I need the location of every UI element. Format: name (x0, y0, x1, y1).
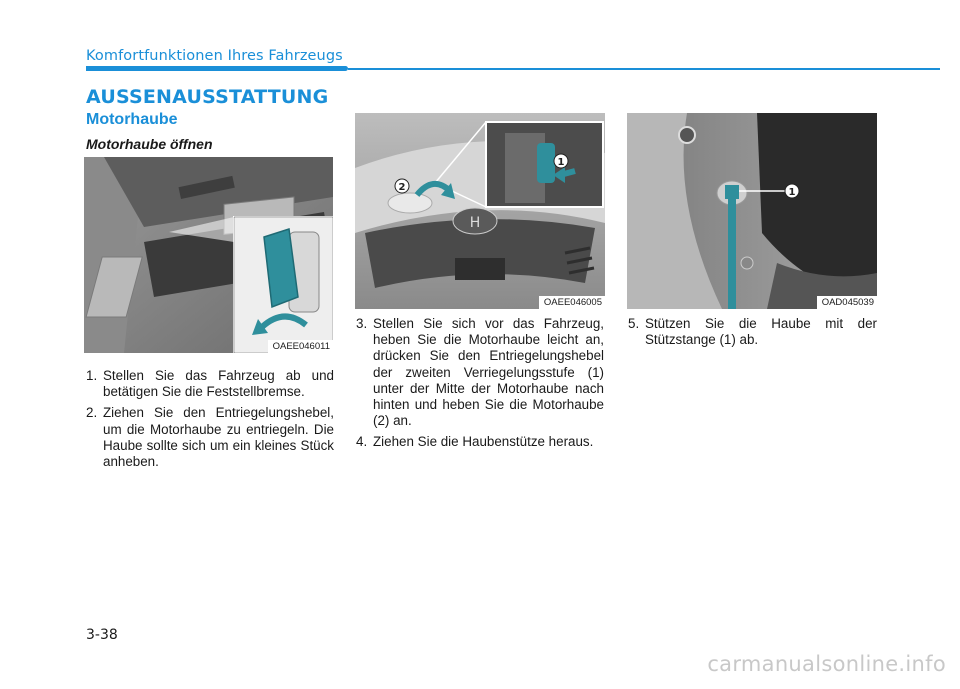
step-text: Stellen Sie sich vor das Fahrzeug, heben Sie die Motorhaube leicht an, drücken Sie den Entriegelungshebel der zweiten Verriegelungsstufe (1) unter der Mitte der Motorhaube nach hinten und heben Sie die Motorhaube (2) an. (373, 316, 604, 429)
steps-column-2 (356, 316, 604, 456)
watermark: carmanualsonline.info (707, 652, 946, 676)
step-number: 1. (86, 368, 98, 383)
topic-title: Motorhaube öffnen (86, 136, 213, 152)
page-number: 3-38 (86, 627, 118, 643)
steps-column-1 (86, 368, 334, 475)
chapter-title: Komfortfunktionen Ihres Fahrzeugs (86, 48, 343, 64)
figure-secondary-latch (355, 113, 605, 309)
figure-hood-stay (627, 113, 877, 309)
figure-code: OAEE046011 (268, 340, 333, 353)
header-rule-thick (86, 66, 348, 71)
section-title: AUSSENAUSSTATTUNG (86, 86, 329, 108)
step-number: 3. (356, 316, 368, 331)
step-text: Stützen Sie die Haube mit der Stützstange (1) ab. (645, 316, 877, 348)
list-item (356, 316, 604, 429)
step-number: 4. (356, 434, 368, 450)
subsection-title: Motorhaube (86, 111, 178, 128)
figure-release-lever (84, 157, 333, 353)
callout-1: 1 (557, 157, 565, 168)
hood-stay-illustration (627, 113, 877, 309)
list-item (86, 405, 334, 470)
step-number: 2. (86, 405, 98, 421)
figure-code: OAD045039 (817, 296, 877, 309)
release-lever-illustration (84, 157, 333, 353)
svg-text:H: H (469, 215, 481, 231)
step-text: Ziehen Sie die Haubenstütze heraus. (373, 434, 594, 450)
list-item (628, 316, 877, 348)
list-item (86, 368, 334, 400)
step-number: 5. (628, 316, 640, 331)
callout-1: 1 (788, 187, 796, 198)
step-text: Stellen Sie das Fahrzeug ab und betätigen Sie die Feststellbremse. (103, 368, 334, 400)
list-item (356, 434, 604, 450)
header-rule-thin (348, 68, 940, 70)
figure-code: OAEE046005 (539, 296, 605, 309)
secondary-latch-illustration (355, 113, 605, 309)
steps-column-3 (628, 316, 877, 353)
callout-2: 2 (398, 182, 406, 193)
step-text: Ziehen Sie den Entriegelungshebel, um die Motorhaube zu entriegeln. Die Haube sollte sich um ein kleines Stück anheben. (103, 405, 334, 470)
